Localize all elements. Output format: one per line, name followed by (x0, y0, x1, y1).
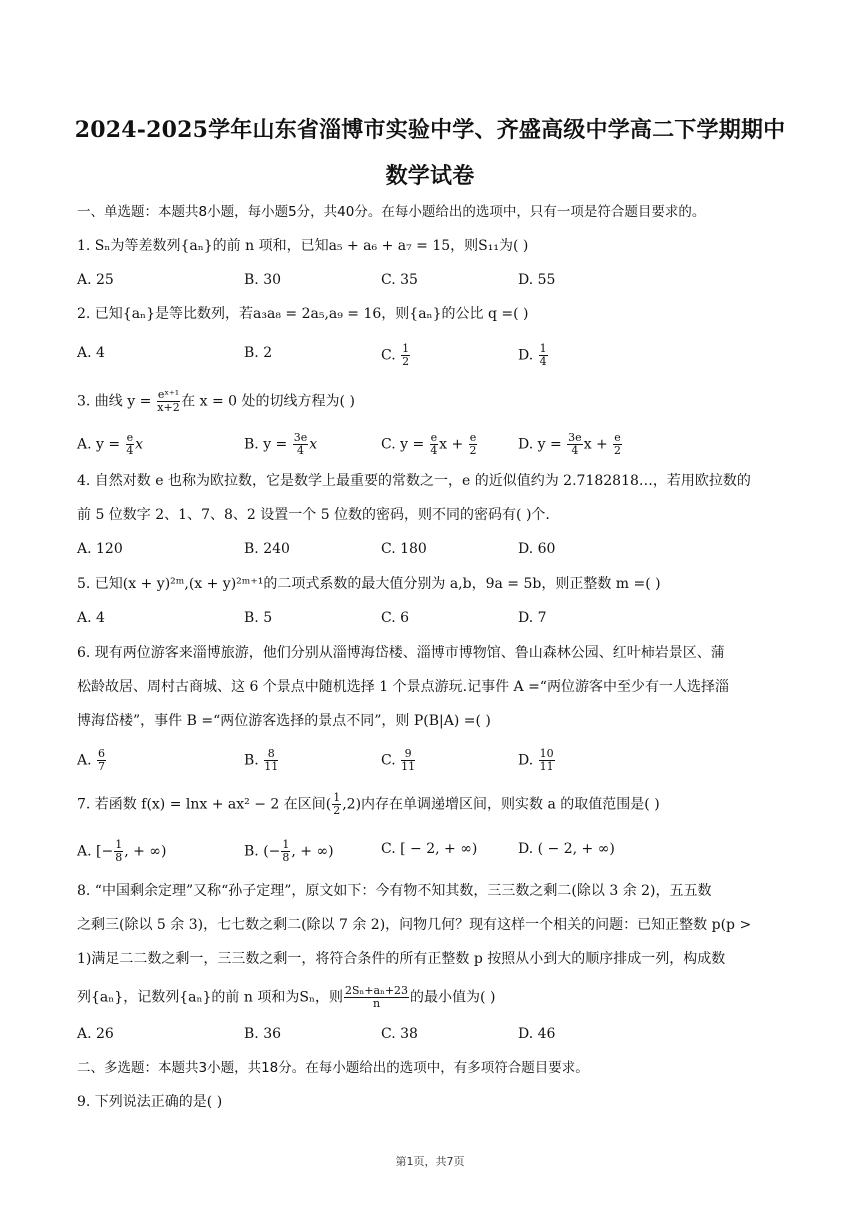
q4-option-d: D. 60 (518, 541, 556, 557)
page-subtitle: 数学试卷 (385, 163, 475, 189)
q8-option-c: C. 38 (381, 1026, 418, 1042)
q3-option-d: D. y = $\frac{3e}{4}$ x + $\frac{e}{2}$ (518, 431, 621, 457)
q3-option-a: A. y = $\frac{e}{4}$ x (77, 431, 143, 457)
q1-option-b: B. 30 (244, 272, 282, 288)
q6-option-a: A. $\frac{6}{7}$ (77, 747, 106, 773)
q3-option-b: B. y = $\frac{3e}{4}$ x (244, 431, 318, 457)
question-6-line-2: 松龄故居、周村古商城、这 6 个景点中随机选择 1 个景点游玩.记事件 A =“两位游客中至少有一人选择淄 (77, 679, 729, 695)
question-1: 1. Sₙ为等差数列{aₙ}的前 n 项和，已知a₅ + a₆ + a₇ = 15，则S₁₁为( ) (77, 238, 529, 254)
q2-option-c: C. $\frac{1}{2}$ (381, 342, 410, 368)
question-5: 5. 已知(x + y)²ᵐ,(x + y)²ᵐ⁺¹的二项式系数的最大值分别为 a,b，9a = 5b，则正整数 m =( ) (77, 576, 661, 592)
q8-option-d: D. 46 (518, 1026, 556, 1042)
q7-option-b: B. (− $\frac{1}{8}$ , + ∞) (244, 838, 334, 864)
question-8-line-1: 8. “中国剩余定理”又称“孙子定理”，原文如下：今有物不知其数，三三数之剩二(除以 3 余 2)，五五数 (77, 883, 712, 899)
q7-option-c: C. [ − 2, + ∞) (381, 841, 478, 857)
question-6-line-3: 博海岱楼”，事件 B =“两位游客选择的景点不同”，则 P(B|A) =( ) (77, 713, 491, 729)
q2-option-d: D. $\frac{1}{4}$ (518, 342, 547, 368)
q4-option-c: C. 180 (381, 541, 427, 557)
question-7: 7. 若函数 f(x) = lnx + ax² − 2 在区间( $\frac{1}{2}$ ,2)内存在单调递增区间，则实数 a 的取值范围是( ) (77, 791, 660, 817)
q6-option-d: D. $\frac{10}{11}$ (518, 747, 554, 773)
question-8-line-3: 1)满足二二数之剩一，三三数之剩一，将符合条件的所有正整数 p 按照从小到大的顺序排成一列，构成数 (77, 951, 726, 967)
q4-option-a: A. 120 (77, 541, 123, 557)
q1-option-c: C. 35 (381, 272, 418, 288)
q5-option-d: D. 7 (518, 610, 547, 626)
page-footer: 第1页，共7页 (395, 1155, 465, 1168)
question-4-line-1: 4. 自然对数 e 也称为欧拉数，它是数学上最重要的常数之一，e 的近似值约为 2.7182818…，若用欧拉数的 (77, 473, 751, 489)
question-2: 2. 已知{aₙ}是等比数列，若a₃a₈ = 2a₅,a₉ = 16，则{aₙ}的公比 q =( ) (77, 306, 529, 322)
q1-option-d: D. 55 (518, 272, 556, 288)
q5-option-b: B. 5 (244, 610, 273, 626)
section-multiple-choice: 二、多选题：本题共3小题，共18分。在每小题给出的选项中，有多项符合题目要求。 (77, 1060, 589, 1076)
question-9: 9. 下列说法正确的是( ) (77, 1094, 223, 1110)
q3-option-c: C. y = $\frac{e}{4}$ x + $\frac{e}{2}$ (381, 431, 477, 457)
question-6-line-1: 6. 现有两位游客来淄博旅游，他们分别从淄博海岱楼、淄博市博物馆、鲁山森林公园、红叶柿岩景区、蒲 (77, 645, 725, 661)
q4-option-b: B. 240 (244, 541, 290, 557)
question-3: 3. 曲线 y = $\frac{\text{eˣ⁺¹}}{x+2}$ 在 x = 0 处的切线方程为( ) (77, 388, 355, 414)
q8-option-b: B. 36 (244, 1026, 282, 1042)
q7-option-a: A. [− $\frac{1}{8}$ , + ∞) (77, 838, 167, 864)
q7-option-d: D. ( − 2, + ∞) (518, 841, 615, 857)
q5-option-a: A. 4 (77, 610, 105, 626)
question-8-line-2: 之剩三(除以 5 余 3)，七七数之剩二(除以 7 余 2)，问物几何？现有这样一个相关的问题：已知正整数 p(p > (77, 917, 752, 933)
q2-option-a: A. 4 (77, 345, 105, 361)
q8-option-a: A. 26 (77, 1026, 114, 1042)
page-title: 2024-2025学年山东省淄博市实验中学、齐盛高级中学高二下学期期中 (74, 117, 786, 143)
question-8-line-4: 列{aₙ}，记数列{aₙ}的前 n 项和为Sₙ，则 $\frac{\text{2Sₙ+aₙ+23}}{n}$ 的最小值为( ) (77, 984, 496, 1010)
section-single-choice: 一、单选题：本题共8小题，每小题5分，共40分。在每小题给出的选项中，只有一项是符合题目要求的。 (77, 204, 706, 220)
q6-option-b: B. $\frac{8}{11}$ (244, 747, 279, 773)
q6-option-c: C. $\frac{9}{11}$ (381, 747, 416, 773)
q5-option-c: C. 6 (381, 610, 410, 626)
question-4-line-2: 前 5 位数字 2、1、7、8、2 设置一个 5 位数的密码，则不同的密码有( )个. (77, 507, 550, 523)
q2-option-b: B. 2 (244, 345, 273, 361)
q1-option-a: A. 25 (77, 272, 114, 288)
